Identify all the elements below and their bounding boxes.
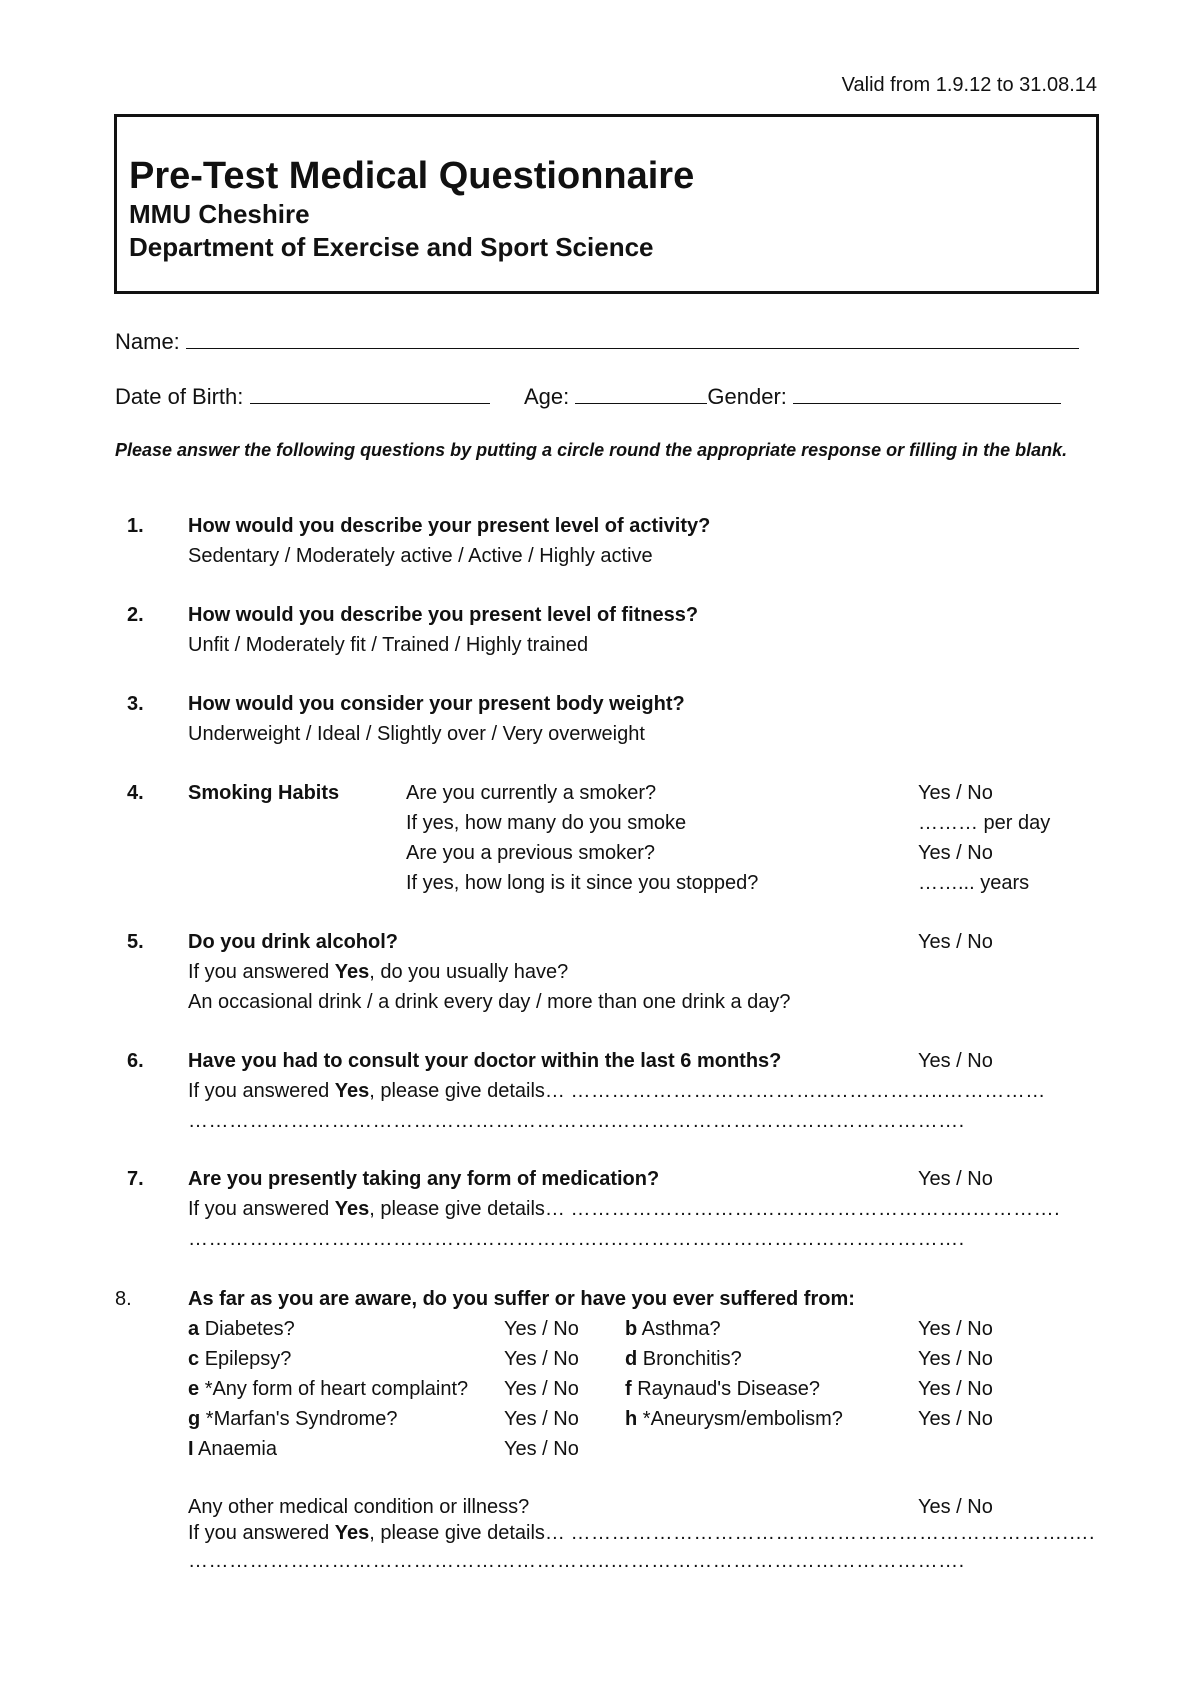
condition-letter: e: [188, 1378, 200, 1400]
validity-date: Valid from 1.9.12 to 31.08.14: [841, 74, 1097, 96]
condition-label: *Aneurysm/embolism?: [642, 1408, 843, 1430]
condition-letter: f: [625, 1378, 632, 1400]
condition-letter: a: [188, 1318, 200, 1340]
q6-details-dots-line[interactable]: ……………………………………………………..…………………………………………….: [188, 1110, 965, 1132]
q7-details-dots[interactable]: …………………………………………………..………….: [570, 1198, 1061, 1220]
q5-yes-no[interactable]: Yes / No: [918, 931, 993, 953]
details-suffix: , please give details…: [369, 1198, 565, 1220]
q5-text: Do you drink alcohol?: [188, 931, 399, 953]
condition-item: [625, 1408, 843, 1431]
q8-details-dots-line[interactable]: ……………………………………………………..…………………………………………….: [188, 1550, 965, 1572]
q8-text: As far as you are aware, do you suffer or have you ever suffered from:: [188, 1288, 855, 1310]
q8-number: 8.: [115, 1288, 132, 1310]
condition-label: Raynaud's Disease?: [637, 1378, 821, 1400]
condition-letter: b: [625, 1318, 638, 1340]
q8-details-dots[interactable]: ……………………………………………………………….….: [570, 1522, 1096, 1544]
condition-letter: c: [188, 1348, 200, 1370]
condition-letter: h: [625, 1408, 638, 1430]
age-label: Age:: [524, 384, 570, 409]
condition-item: [625, 1348, 742, 1371]
q6-yes-no[interactable]: Yes / No: [918, 1050, 993, 1072]
answered-prefix: If you answered: [188, 1080, 335, 1102]
q4-number: 4.: [127, 782, 144, 804]
details-suffix: , please give details…: [369, 1522, 565, 1544]
department-name: Department of Exercise and Sport Science: [129, 232, 654, 262]
q7-number: 7.: [127, 1168, 144, 1190]
q2-options[interactable]: Unfit / Moderately fit / Trained / Highly trained: [188, 634, 589, 656]
q7-text: Are you presently taking any form of medication?: [188, 1168, 660, 1190]
age-blank[interactable]: [575, 383, 707, 404]
condition-item: [188, 1348, 291, 1371]
q6-details-dots[interactable]: ………………………………..……………..……………: [570, 1080, 1046, 1102]
condition-label: *Any form of heart complaint?: [204, 1378, 469, 1400]
q6-text: Have you had to consult your doctor within the last 6 months?: [188, 1050, 782, 1072]
q4-row-question: If yes, how long is it since you stopped?: [406, 872, 759, 894]
q1-number: 1.: [127, 515, 144, 537]
q5-number: 5.: [127, 931, 144, 953]
condition-yes-no[interactable]: Yes / No: [504, 1318, 579, 1340]
q3-text: How would you consider your present body weight?: [188, 693, 685, 715]
other-condition: Any other medical condition or illness?: [188, 1496, 530, 1518]
page-title: Pre-Test Medical Questionnaire: [129, 155, 695, 197]
condition-yes-no[interactable]: Yes / No: [918, 1408, 993, 1430]
condition-yes-no[interactable]: Yes / No: [504, 1348, 579, 1370]
q4-row-question: Are you currently a smoker?: [406, 782, 657, 804]
q4-text: Smoking Habits: [188, 782, 340, 804]
answered-prefix: If you answered: [188, 1198, 335, 1220]
condition-item: [625, 1378, 820, 1401]
q5-options[interactable]: An occasional drink / a drink every day / more than one drink a day?: [188, 991, 791, 1013]
condition-yes-no[interactable]: Yes / No: [918, 1378, 993, 1400]
q4-row-answer[interactable]: ……… per day: [918, 812, 1051, 834]
yes-word: Yes: [334, 961, 370, 983]
condition-letter: d: [625, 1348, 638, 1370]
q4-row-answer[interactable]: Yes / No: [918, 782, 993, 804]
age-field: [524, 383, 1061, 410]
q2-number: 2.: [127, 604, 144, 626]
condition-letter: I: [188, 1438, 194, 1460]
q3-options[interactable]: Underweight / Ideal / Slightly over / Very overweight: [188, 723, 645, 745]
q4-row-question: If yes, how many do you smoke: [406, 812, 687, 834]
condition-yes-no[interactable]: Yes / No: [504, 1408, 579, 1430]
dob-field: [115, 383, 490, 410]
yes-word: Yes: [334, 1198, 370, 1220]
condition-label: Diabetes?: [204, 1318, 295, 1340]
condition-yes-no[interactable]: Yes / No: [504, 1378, 579, 1400]
name-field: [115, 328, 1079, 355]
gender-label: Gender:: [707, 384, 787, 409]
condition-yes-no[interactable]: Yes / No: [918, 1348, 993, 1370]
title-box: [114, 114, 1099, 294]
condition-item: [625, 1318, 721, 1341]
q6-details: [188, 1080, 1046, 1103]
answered-prefix: If you answered: [188, 1522, 335, 1544]
condition-label: Epilepsy?: [204, 1348, 292, 1370]
q5-followup-suffix: , do you usually have?: [369, 961, 569, 983]
answered-prefix: If you answered: [188, 961, 335, 983]
q4-row-answer[interactable]: ……... years: [918, 872, 1030, 894]
details-suffix: , please give details…: [369, 1080, 565, 1102]
gender-blank[interactable]: [793, 383, 1061, 404]
q4-row-answer[interactable]: Yes / No: [918, 842, 993, 864]
q1-options[interactable]: Sedentary / Moderately active / Active / Highly active: [188, 545, 653, 567]
q7-details-dots-line[interactable]: ……………………………………………………..…………………………………………….: [188, 1228, 965, 1250]
q7-details: [188, 1198, 1060, 1221]
yes-word: Yes: [334, 1522, 370, 1544]
condition-yes-no[interactable]: Yes / No: [504, 1438, 579, 1460]
other-condition-yes-no[interactable]: Yes / No: [918, 1496, 993, 1518]
dob-label: Date of Birth:: [115, 384, 244, 409]
q8-details: [188, 1522, 1095, 1545]
condition-item: [188, 1438, 277, 1461]
condition-label: Anaemia: [193, 1438, 277, 1460]
q2-text: How would you describe you present level of fitness?: [188, 604, 699, 626]
instructions: Please answer the following questions by putting a circle round the appropriate response or filling in the blank.: [115, 440, 1068, 460]
condition-label: *Marfan's Syndrome?: [205, 1408, 398, 1430]
yes-word: Yes: [334, 1080, 370, 1102]
dob-blank[interactable]: [250, 383, 490, 404]
condition-item: [188, 1318, 295, 1341]
condition-item: [188, 1408, 397, 1431]
organization-name: MMU Cheshire: [129, 199, 310, 229]
condition-item: [188, 1378, 468, 1401]
q4-row-question: Are you a previous smoker?: [406, 842, 656, 864]
name-blank[interactable]: [186, 328, 1079, 349]
condition-letter: g: [188, 1408, 201, 1430]
q6-number: 6.: [127, 1050, 144, 1072]
name-label: Name:: [115, 329, 180, 354]
q5-followup: [188, 961, 568, 984]
condition-label: Bronchitis?: [642, 1348, 742, 1370]
q7-yes-no[interactable]: Yes / No: [918, 1168, 993, 1190]
q3-number: 3.: [127, 693, 144, 715]
q1-text: How would you describe your present level of activity?: [188, 515, 711, 537]
condition-label: Asthma?: [641, 1318, 721, 1340]
condition-yes-no[interactable]: Yes / No: [918, 1318, 993, 1340]
